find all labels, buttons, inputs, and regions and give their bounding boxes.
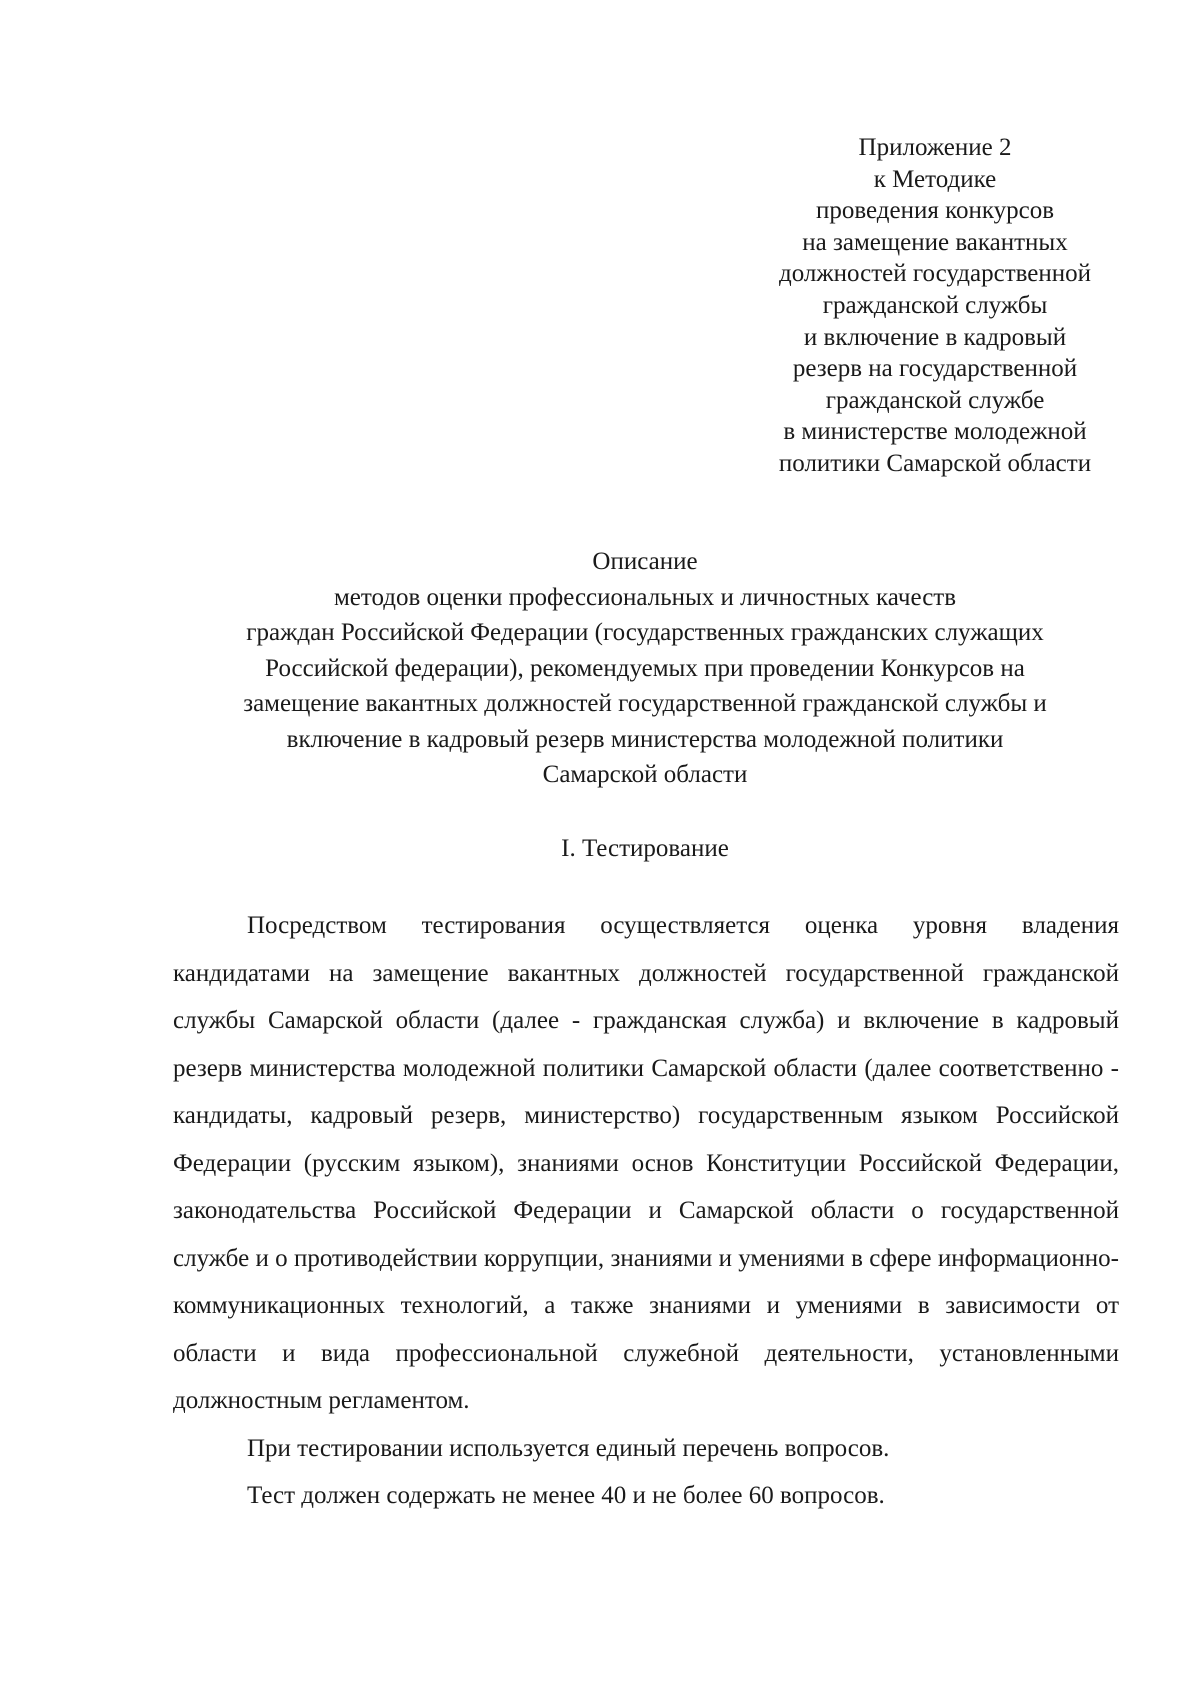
appendix-line: должностей государственной (778, 260, 1092, 288)
body-paragraph: Тест должен содержать не менее 40 и не более 60 вопросов. (247, 1482, 885, 1509)
appendix-line: в министерстве молодежной (783, 418, 1087, 446)
appendix-line: на замещение вакантных (802, 228, 1068, 256)
appendix-reference (740, 132, 1130, 480)
title-line: Российской федерации), рекомендуемых при проведении Конкурсов на (265, 654, 1025, 682)
document-title (150, 544, 1140, 793)
section-heading: I. Тестирование (561, 835, 729, 862)
section-body (173, 902, 1119, 1520)
title-line: методов оценки профессиональных и личностных качеств (333, 583, 957, 611)
title-line: замещение вакантных должностей государственной гражданской службы и (243, 690, 1047, 717)
appendix-line: к Методике (873, 165, 997, 193)
appendix-line: проведения конкурсов (815, 197, 1055, 225)
title-line: Описание (592, 548, 698, 575)
body-paragraph: При тестировании используется единый перечень вопросов. (247, 1434, 890, 1462)
title-line: Самарской области (542, 761, 748, 788)
appendix-line: политики Самарской области (778, 449, 1092, 477)
title-line: включение в кадровый резерв министерства молодежной политики (286, 725, 1004, 753)
appendix-line: Приложение 2 (858, 134, 1012, 161)
appendix-line: гражданской службы (822, 291, 1048, 319)
body-paragraph: Посредством тестирования осуществляется оценка уровня владения кандидатами на замещение вакантных должностей государственной гражданской службы Самарской области (далее - гражданская служба) и включение в кадровый резерв министерства молодежной политики Самарской области (далее соответственно - кандидаты, кадровый резерв, министерство) государственным языком Российской Федерации (русским языком), знаниями основ Конституции Российской Федерации, законодательства Российской Федерации и Самарской области о государственной службе и о противодействии коррупции, знаниями и умениями в сфере информационно-коммуникационных технологий, а также знаниями и умениями в зависимости от области и вида профессиональной служебной деятельности, установленными должностным регламентом. (173, 912, 1119, 1414)
appendix-line: гражданской службе (825, 386, 1045, 414)
appendix-line: резерв на государственной (792, 355, 1078, 383)
title-line: граждан Российской Федерации (государственных гражданских служащих (246, 619, 1044, 646)
appendix-line: и включение в кадровый (803, 323, 1067, 351)
